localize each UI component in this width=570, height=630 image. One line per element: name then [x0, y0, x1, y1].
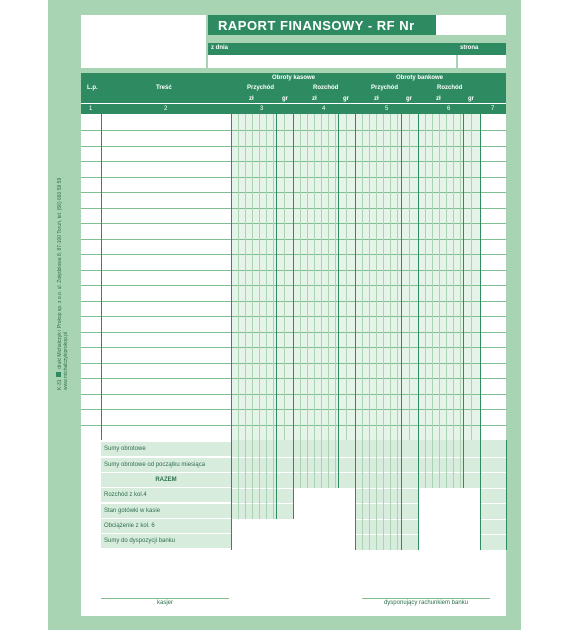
publisher-logo-icon — [56, 372, 61, 377]
digit-line — [362, 114, 363, 440]
summary-column-fill — [418, 440, 480, 488]
gr-header-4: gr — [468, 96, 474, 102]
summary-digit-line — [245, 440, 246, 519]
gr-column-line — [338, 114, 339, 440]
gr-column-line — [463, 114, 464, 440]
digit-line — [446, 114, 447, 440]
publisher-web: www.michalczykiprokop.pl — [63, 331, 69, 390]
zl-header-4: zł — [436, 96, 441, 102]
zl-header-3: zł — [374, 96, 379, 102]
header-sep-row — [81, 103, 506, 104]
summary-gr-line — [463, 440, 464, 488]
bank-signature-line — [362, 598, 490, 599]
digit-line — [390, 114, 391, 440]
digit-line — [409, 114, 410, 440]
tresc-header: Treść — [156, 85, 172, 91]
summary-digit-line — [321, 440, 322, 488]
column-number-3: 3 — [260, 106, 264, 112]
summary-digit-line — [314, 440, 315, 488]
company-stamp-field[interactable] — [81, 15, 206, 68]
summary-row-razem: RAZEM — [101, 473, 231, 488]
summary-gr-line — [276, 440, 277, 519]
digit-line — [383, 114, 384, 440]
summary-digit-line — [460, 440, 461, 488]
digit-line — [471, 114, 472, 440]
summary-column-line — [231, 440, 232, 550]
digit-line — [376, 114, 377, 440]
kasjer-signature-line — [101, 598, 229, 599]
summary-digit-line — [335, 440, 336, 488]
digit-line — [328, 114, 329, 440]
summary-gr-line — [401, 440, 402, 550]
table-column-line — [355, 114, 356, 440]
obroty-kasowe-header: Obroty kasowe — [272, 75, 316, 81]
summary-row-sumy-do-dyspozycji: Sumy do dyspozycji banku — [101, 534, 231, 549]
summary-digit-line — [390, 440, 391, 550]
summary-digit-line — [369, 440, 370, 550]
summary-digit-line — [425, 440, 426, 488]
digit-line — [432, 114, 433, 440]
summary-digit-line — [273, 440, 274, 519]
summary-digit-line — [266, 440, 267, 519]
digit-line — [314, 114, 315, 440]
summary-digit-line — [300, 440, 301, 488]
table-column-line — [418, 114, 419, 440]
kasa-przychod-header: Przychód — [247, 85, 275, 91]
digit-line — [245, 114, 246, 440]
summary-digit-line — [259, 440, 260, 519]
digit-line — [300, 114, 301, 440]
summary-digit-line — [432, 440, 433, 488]
form-code: K-31 — [57, 379, 63, 390]
column-number-5: 5 — [385, 106, 389, 112]
digit-line — [273, 114, 274, 440]
digit-line — [346, 114, 347, 440]
digit-line — [238, 114, 239, 440]
summary-column-line — [355, 440, 356, 550]
summary-digit-line — [328, 440, 329, 488]
digit-line — [369, 114, 370, 440]
digit-line — [439, 114, 440, 440]
summary-row-stan-gotowki: Stan gotówki w kasie — [101, 504, 231, 519]
column-number-7: 7 — [491, 106, 495, 112]
side-print — [56, 178, 69, 390]
column-number-2: 2 — [164, 106, 168, 112]
gr-header-3: gr — [406, 96, 412, 102]
column-number-1: 1 — [89, 106, 93, 112]
table-column-line — [231, 114, 232, 440]
summary-digit-line — [376, 440, 377, 550]
digit-line — [425, 114, 426, 440]
summary-digit-line — [252, 440, 253, 519]
gr-header-1: gr — [282, 96, 288, 102]
summary-column-line — [418, 440, 419, 550]
report-number-field[interactable] — [436, 15, 506, 35]
digit-line — [453, 114, 454, 440]
bank-signatory-label: dysponujący rachunkiem banku — [383, 600, 469, 606]
summary-digit-line — [397, 440, 398, 550]
table-column-line — [293, 114, 294, 440]
z-dnia-label: z dnia — [211, 45, 229, 51]
digit-line — [335, 114, 336, 440]
column-number-6: 6 — [447, 106, 451, 112]
gr-column-line — [276, 114, 277, 440]
summary-digit-line — [383, 440, 384, 550]
kasjer-label: kasjer — [156, 600, 173, 606]
obroty-bankowe-header: Obroty bankowe — [396, 75, 444, 81]
strona-label: strona — [460, 45, 479, 51]
digit-line — [460, 114, 461, 440]
summary-row-sumy-od-poczatku: Sumy obrotowe od początku miesiąca — [101, 458, 231, 473]
report-title: RAPORT FINANSOWY - RF Nr — [208, 15, 436, 35]
digit-line — [259, 114, 260, 440]
table-column-line — [101, 114, 102, 440]
digit-line — [252, 114, 253, 440]
publisher-info: druki Michalczyk i Prokop sp. z o.o. ul. Żołędziowa 8, 87-100 Toruń, tel. (56) 660 59 59 — [57, 177, 63, 369]
digit-line — [321, 114, 322, 440]
summary-row-rozchod-kol4: Rozchód z kol.4 — [101, 488, 231, 503]
summary-gr-line — [338, 440, 339, 488]
digit-line — [307, 114, 308, 440]
summary-row-sumy-obrotowe: Sumy obrotowe — [101, 442, 231, 457]
summary-column-line — [293, 440, 294, 519]
summary-column-line — [480, 440, 481, 550]
digit-line — [397, 114, 398, 440]
digit-line — [284, 114, 285, 440]
summary-digit-line — [238, 440, 239, 519]
table-column-line — [480, 114, 481, 440]
summary-column-fill — [293, 440, 355, 488]
summary-row-obciazenie-kol6: Obciążenie z kol. 6 — [101, 519, 231, 534]
digit-line — [266, 114, 267, 440]
kasa-rozchod-header: Rozchód — [313, 85, 339, 91]
signature-area — [81, 550, 506, 616]
page-number-field[interactable] — [458, 55, 506, 68]
column-number-4: 4 — [322, 106, 326, 112]
date-field[interactable] — [208, 55, 456, 68]
bank-przychod-header: Przychód — [371, 85, 399, 91]
summary-column-line — [506, 440, 507, 550]
summary-digit-line — [362, 440, 363, 550]
summary-digit-line — [453, 440, 454, 488]
summary-digit-line — [446, 440, 447, 488]
lp-header: L.p. — [87, 85, 98, 91]
summary-digit-line — [439, 440, 440, 488]
gr-header-2: gr — [343, 96, 349, 102]
zl-header-2: zł — [312, 96, 317, 102]
zl-header-1: zł — [249, 96, 254, 102]
gr-column-line — [401, 114, 402, 440]
summary-digit-line — [307, 440, 308, 488]
bank-rozchod-header: Rozchód — [437, 85, 463, 91]
